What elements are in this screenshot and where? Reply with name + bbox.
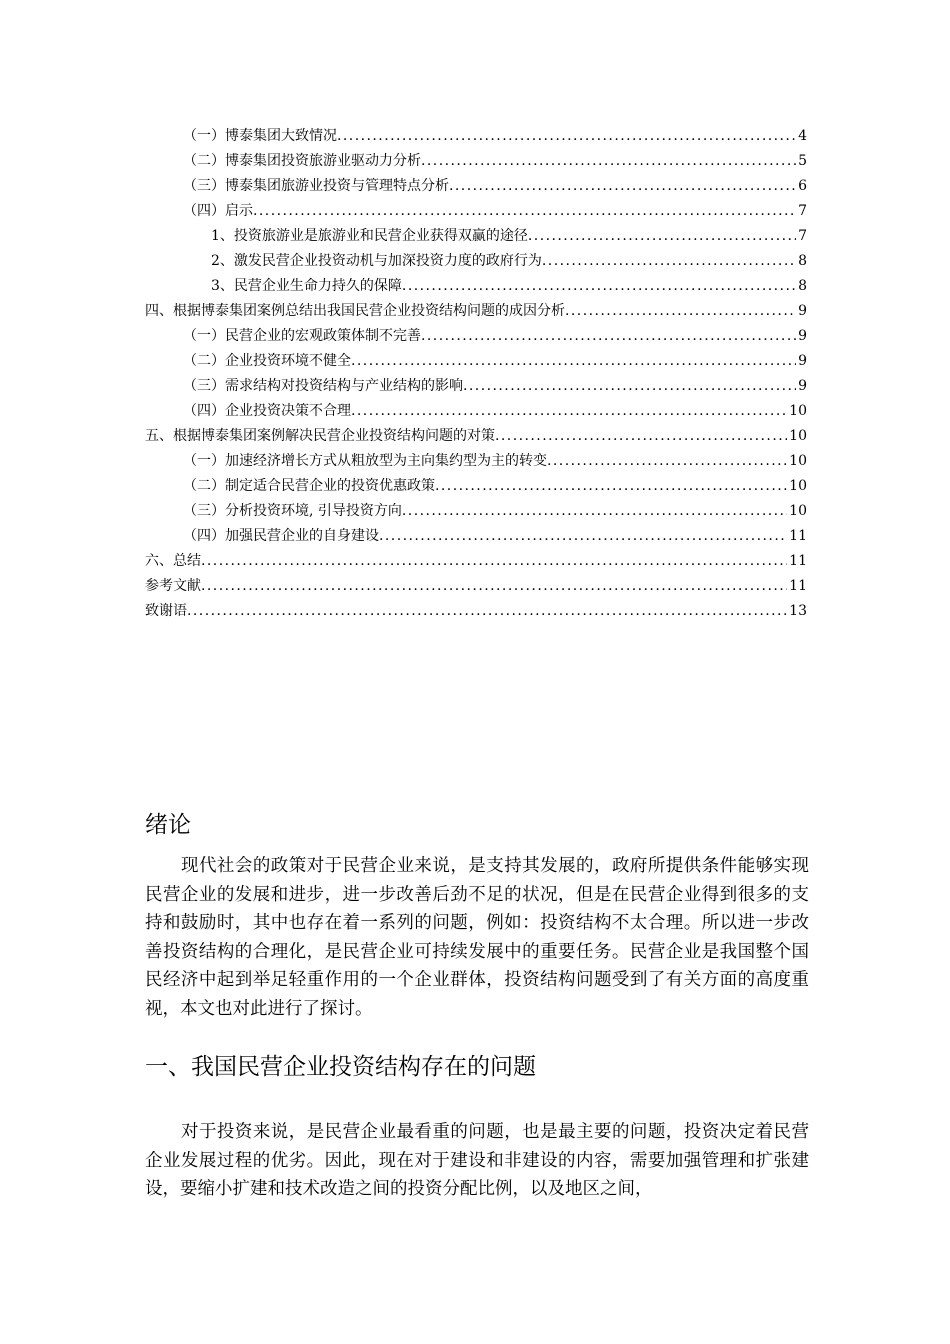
- toc-entry[interactable]: [145, 400, 807, 425]
- toc-leader-dots: [351, 353, 796, 369]
- toc-entry-page: 9: [798, 328, 807, 344]
- toc-entry-page: 7: [798, 203, 807, 219]
- toc-entry-title: （三）博泰集团旅游业投资与管理特点分析: [183, 178, 449, 194]
- toc-entry-title: （四）企业投资决策不合理: [183, 403, 351, 419]
- toc-entry[interactable]: [145, 500, 807, 525]
- toc-leader-dots: [337, 128, 796, 144]
- toc-entry-page: 10: [789, 503, 807, 519]
- toc-leader-dots: [187, 603, 787, 619]
- toc-entry-page: 9: [798, 303, 807, 319]
- toc-entry[interactable]: [145, 550, 807, 575]
- toc-leader-dots: [402, 503, 787, 519]
- toc-leader-dots: [449, 178, 796, 194]
- toc-leader-dots: [201, 578, 787, 594]
- toc-entry-title: （二）企业投资环境不健全: [183, 353, 351, 369]
- toc-entry-title: （一）民营企业的宏观政策体制不完善: [183, 328, 421, 344]
- toc-entry-page: 11: [789, 578, 807, 594]
- section-1-heading: 一、我国民营企业投资结构存在的问题: [145, 1054, 536, 1080]
- toc-entry-title: 2、激发民营企业投资动机与加深投资力度的政府行为: [211, 253, 542, 269]
- toc-entry-title: 参考文献: [145, 578, 201, 594]
- toc-leader-dots: [528, 228, 796, 244]
- toc-leader-dots: [463, 378, 796, 394]
- toc-entry-page: 10: [789, 403, 807, 419]
- toc-leader-dots: [421, 328, 796, 344]
- intro-heading: 绪论: [145, 812, 191, 838]
- toc-leader-dots: [351, 403, 787, 419]
- toc-leader-dots: [435, 478, 787, 494]
- toc-entry-title: 致谢语: [145, 603, 187, 619]
- toc-entry[interactable]: [145, 175, 807, 200]
- toc-entry[interactable]: [145, 475, 807, 500]
- toc-entry-page: 8: [798, 253, 807, 269]
- toc-entry-title: （四）加强民营企业的自身建设: [183, 528, 379, 544]
- toc-entry[interactable]: [145, 600, 807, 625]
- toc-entry-title: （二）博泰集团投资旅游业驱动力分析: [183, 153, 421, 169]
- toc-leader-dots: [565, 303, 796, 319]
- toc-entry-page: 5: [798, 153, 807, 169]
- intro-paragraph: 现代社会的政策对于民营企业来说，是支持其发展的，政府所提供条件能够实现民营企业的发展和进步，进一步改善后劲不足的状况，但是在民营企业得到很多的支持和鼓励时，其中也存在着一系列的问题，例如：投资结构不太合理。所以进一步改善投资结构的合理化，是民营企业可持续发展中的重要任务。民营企业是我国整个国民经济中起到举足轻重作用的一个企业群体，投资结构问题受到了有关方面的高度重视，本文也对此进行了探讨。: [145, 856, 809, 1019]
- table-of-contents: [145, 125, 807, 625]
- toc-entry-title: （二）制定适合民营企业的投资优惠政策: [183, 478, 435, 494]
- toc-leader-dots: [547, 453, 787, 469]
- toc-entry-page: 9: [798, 378, 807, 394]
- toc-entry[interactable]: [145, 350, 807, 375]
- toc-entry[interactable]: [145, 425, 807, 450]
- toc-entry-page: 10: [789, 478, 807, 494]
- toc-entry-title: 五、根据博泰集团案例解决民营企业投资结构问题的对策: [145, 428, 495, 444]
- section-1-paragraph: 对于投资来说，是民营企业最看重的问题，也是最主要的问题，投资决定着民营企业发展过程的优劣。因此，现在对于建设和非建设的内容，需要加强管理和扩张建设，要缩小扩建和技术改造之间的投资分配比例，以及地区之间，: [145, 1122, 809, 1199]
- toc-entry[interactable]: [145, 125, 807, 150]
- toc-leader-dots: [253, 203, 796, 219]
- toc-entry-title: （一）博泰集团大致情况: [183, 128, 337, 144]
- toc-entry-title: 1、投资旅游业是旅游业和民营企业获得双赢的途径: [211, 228, 528, 244]
- toc-entry-page: 4: [798, 128, 807, 144]
- toc-leader-dots: [421, 153, 796, 169]
- toc-entry[interactable]: [145, 300, 807, 325]
- toc-entry-title: （四）启示: [183, 203, 253, 219]
- toc-entry-page: 11: [789, 553, 807, 569]
- toc-entry-page: 9: [798, 353, 807, 369]
- toc-entry-title: 四、根据博泰集团案例总结出我国民营企业投资结构问题的成因分析: [145, 303, 565, 319]
- toc-leader-dots: [201, 553, 787, 569]
- toc-entry[interactable]: [145, 275, 807, 300]
- toc-entry[interactable]: [145, 375, 807, 400]
- toc-entry-title: 3、民营企业生命力持久的保障: [211, 278, 402, 294]
- toc-entry[interactable]: [145, 525, 807, 550]
- toc-entry-page: 13: [789, 603, 807, 619]
- toc-entry-page: 11: [789, 528, 807, 544]
- toc-entry-page: 6: [798, 178, 807, 194]
- toc-entry-page: 10: [789, 453, 807, 469]
- toc-entry[interactable]: [145, 325, 807, 350]
- toc-entry[interactable]: [145, 225, 807, 250]
- toc-entry-title: （三）需求结构对投资结构与产业结构的影响: [183, 378, 463, 394]
- toc-entry-title: 六、总结: [145, 553, 201, 569]
- toc-leader-dots: [542, 253, 796, 269]
- toc-entry-page: 10: [789, 428, 807, 444]
- toc-leader-dots: [495, 428, 787, 444]
- toc-entry-page: 8: [798, 278, 807, 294]
- toc-leader-dots: [379, 528, 787, 544]
- toc-entry[interactable]: [145, 450, 807, 475]
- toc-entry-title: （一）加速经济增长方式从粗放型为主向集约型为主的转变: [183, 453, 547, 469]
- toc-entry-title: （三）分析投资环境, 引导投资方向: [183, 503, 402, 519]
- toc-entry[interactable]: [145, 150, 807, 175]
- toc-leader-dots: [402, 278, 796, 294]
- toc-entry-page: 7: [798, 228, 807, 244]
- toc-entry[interactable]: [145, 250, 807, 275]
- toc-entry[interactable]: [145, 200, 807, 225]
- toc-entry[interactable]: [145, 575, 807, 600]
